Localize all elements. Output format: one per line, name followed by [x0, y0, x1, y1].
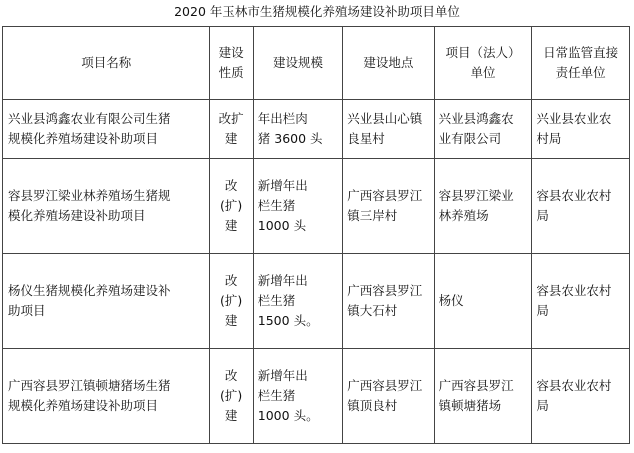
- cell-construction-location: 广西容县罗江 镇顶良村: [343, 349, 434, 444]
- cell-project-name: 广西容县罗江镇顿塘猪场生猪 规模化养殖场建设补助项目: [3, 349, 210, 444]
- cell-construction-scale: 年出栏肉 猪 3600 头: [253, 100, 342, 159]
- cell-project-unit: 杨仪: [434, 254, 532, 349]
- table-header-row: [3, 27, 630, 100]
- document-title: 2020 年玉林市生猪规模化养殖场建设补助项目单位: [174, 4, 460, 19]
- table-row: [3, 254, 630, 349]
- cell-supervisor-unit: 容县农业农村 局: [532, 159, 630, 254]
- header-construction-nature: 建设 性质: [209, 27, 253, 100]
- cell-project-unit: 容县罗江梁业 林养殖场: [434, 159, 532, 254]
- cell-construction-scale: 新增年出 栏生猪 1000 头: [253, 159, 342, 254]
- project-table: [2, 26, 630, 444]
- cell-supervisor-unit: 容县农业农村 局: [532, 349, 630, 444]
- header-construction-location: 建设地点: [343, 27, 434, 100]
- header-project-unit: 项目（法人） 单位: [434, 27, 532, 100]
- cell-construction-scale: 新增年出 栏生猪 1500 头。: [253, 254, 342, 349]
- cell-construction-nature: 改 (扩) 建: [209, 159, 253, 254]
- header-construction-scale: 建设规模: [253, 27, 342, 100]
- cell-construction-location: 广西容县罗江 镇三岸村: [343, 159, 434, 254]
- cell-construction-nature: 改 (扩) 建: [209, 349, 253, 444]
- cell-construction-scale: 新增年出 栏生猪 1000 头。: [253, 349, 342, 444]
- table-row: [3, 159, 630, 254]
- cell-project-name: 兴业县鸿鑫农业有限公司生猪 规模化养殖场建设补助项目: [3, 100, 210, 159]
- header-supervisor-unit: 日常监管直接 责任单位: [532, 27, 630, 100]
- cell-project-unit: 广西容县罗江 镇顿塘猪场: [434, 349, 532, 444]
- cell-construction-nature: 改扩 建: [209, 100, 253, 159]
- header-project-name: 项目名称: [3, 27, 210, 100]
- cell-construction-nature: 改 (扩) 建: [209, 254, 253, 349]
- cell-supervisor-unit: 容县农业农村 局: [532, 254, 630, 349]
- table-row: [3, 100, 630, 159]
- cell-project-name: 杨仪生猪规模化养殖场建设补 助项目: [3, 254, 210, 349]
- cell-construction-location: 广西容县罗江 镇大石村: [343, 254, 434, 349]
- table-row: [3, 349, 630, 444]
- cell-project-unit: 兴业县鸿鑫农 业有限公司: [434, 100, 532, 159]
- cell-supervisor-unit: 兴业县农业农 村局: [532, 100, 630, 159]
- cell-construction-location: 兴业县山心镇 良星村: [343, 100, 434, 159]
- cell-project-name: 容县罗江梁业林养殖场生猪规 模化养殖场建设补助项目: [3, 159, 210, 254]
